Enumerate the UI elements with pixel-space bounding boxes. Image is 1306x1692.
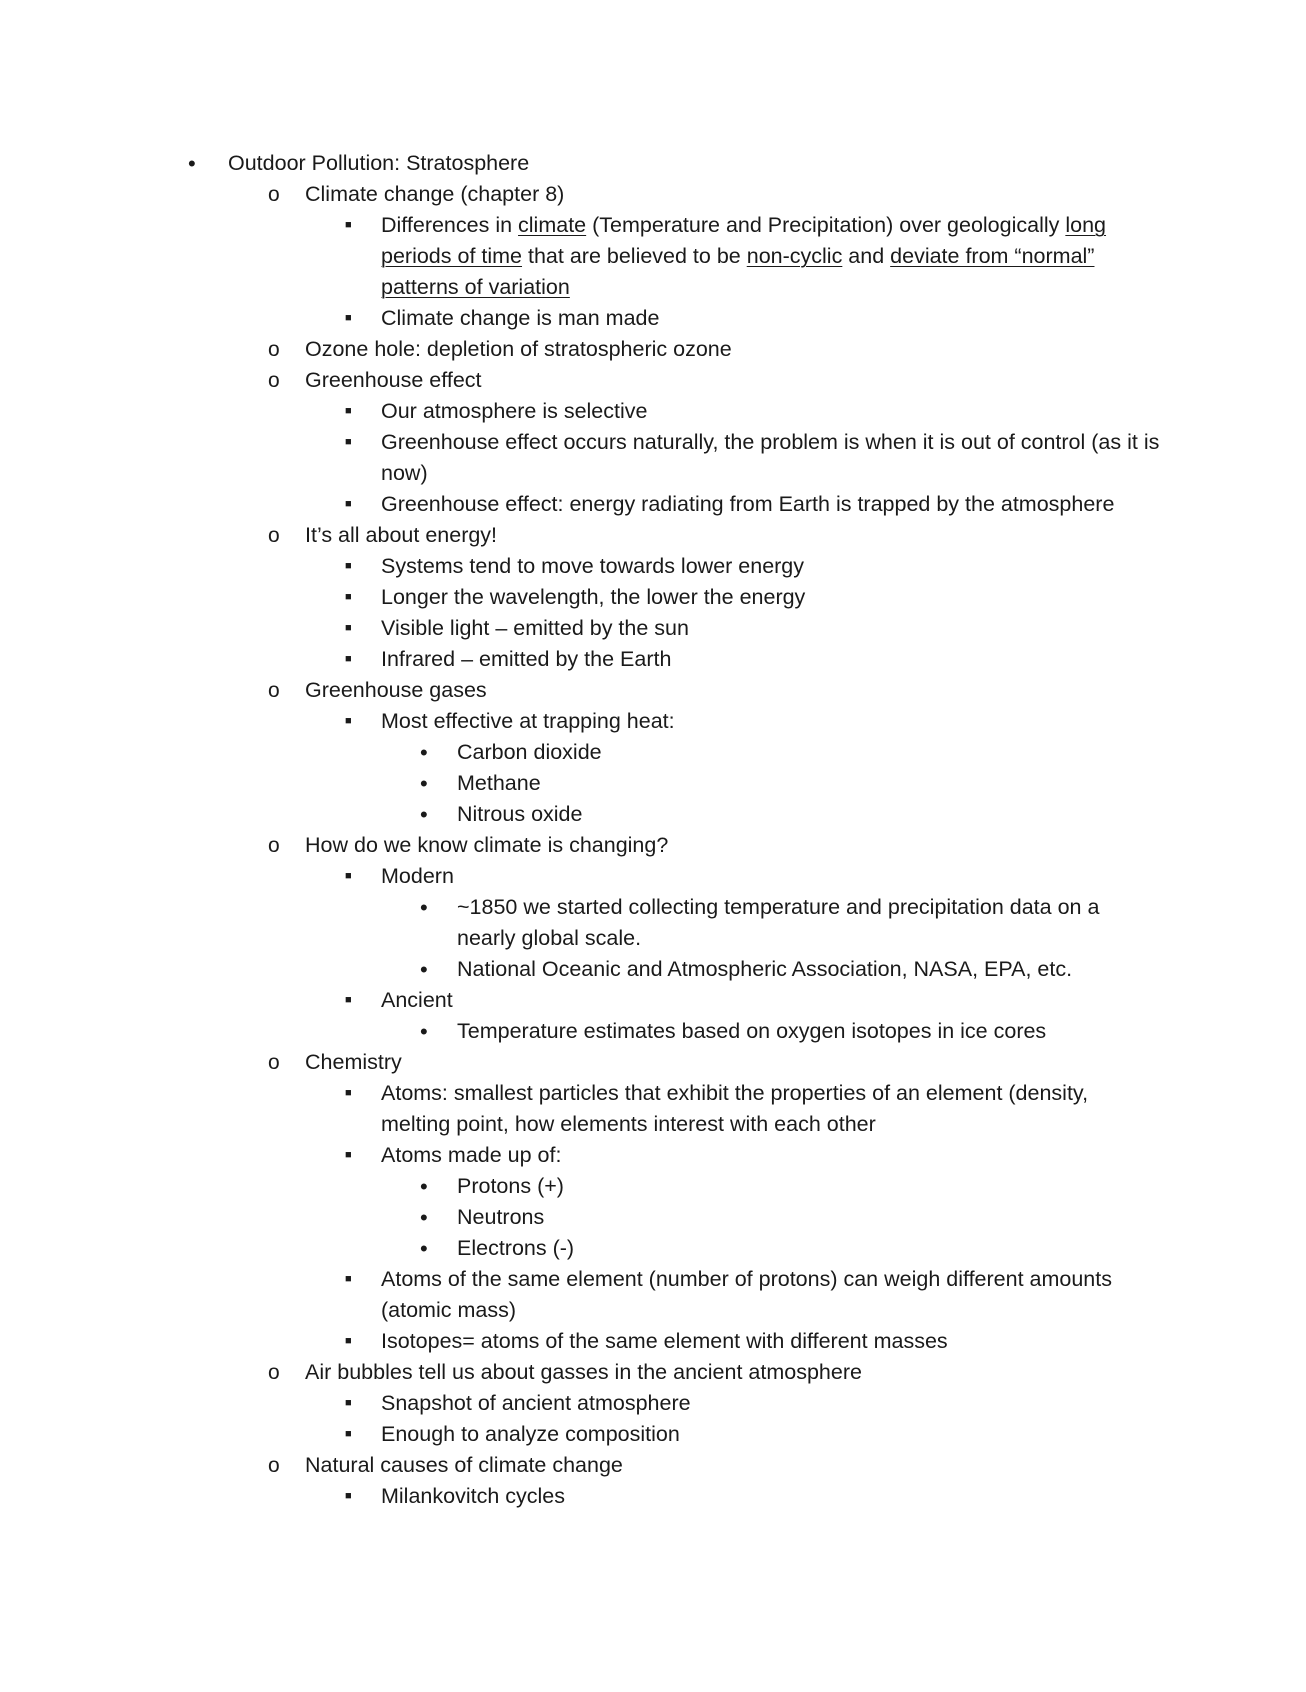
- bullet-marker: •: [420, 802, 428, 827]
- section-heading: [0, 1047, 1306, 1078]
- bullet-marker: ■: [345, 870, 352, 882]
- section-heading: [0, 365, 1306, 396]
- sub-list-item: [0, 768, 1306, 799]
- bullet-marker: o: [268, 1361, 280, 1384]
- item-text: Climate change (chapter 8): [305, 182, 565, 206]
- bullet-marker: •: [420, 1236, 428, 1261]
- bullet-marker: o: [268, 1454, 280, 1477]
- underlined-term: long periods of time: [381, 213, 1107, 268]
- item-text: Chemistry: [305, 1050, 402, 1074]
- section-heading: [0, 179, 1306, 210]
- section-heading: [0, 830, 1306, 861]
- item-text: National Oceanic and Atmospheric Association, NASA, EPA, etc.: [457, 957, 1073, 981]
- bullet-marker: ■: [345, 1149, 352, 1161]
- item-text: Temperature estimates based on oxygen isotopes in ice cores: [457, 1019, 1047, 1043]
- bullet-marker: ■: [345, 1428, 352, 1440]
- sub-list-item: [0, 954, 1306, 985]
- list-item: [0, 1140, 1306, 1171]
- sub-list-item: [0, 799, 1306, 830]
- list-item: [0, 303, 1306, 334]
- list-item: [0, 644, 1306, 675]
- item-text: Isotopes= atoms of the same element with different masses: [381, 1329, 948, 1353]
- section-heading: [0, 1357, 1306, 1388]
- bullet-marker: ■: [345, 498, 352, 510]
- sub-list-item: [0, 892, 1306, 954]
- list-item: [0, 210, 1306, 303]
- item-text: Neutrons: [457, 1205, 545, 1229]
- bullet-marker: ■: [345, 1335, 352, 1347]
- item-text: Enough to analyze composition: [381, 1422, 680, 1446]
- list-item: [0, 1481, 1306, 1512]
- bullet-marker: o: [268, 1051, 280, 1074]
- sub-list-item: [0, 1171, 1306, 1202]
- text-run: Differences in: [381, 213, 519, 237]
- item-text: It’s all about energy!: [305, 523, 498, 547]
- bullet-marker: •: [420, 957, 428, 982]
- item-text: Milankovitch cycles: [381, 1484, 565, 1508]
- item-text: Nitrous oxide: [457, 802, 583, 826]
- sub-list-item: [0, 1233, 1306, 1264]
- item-text: Atoms: smallest particles that exhibit the properties of an element (density, melting point, how elements interest with each other: [381, 1081, 1089, 1136]
- item-text: Climate change is man made: [381, 306, 660, 330]
- bullet-marker: •: [420, 771, 428, 796]
- list-item: [0, 706, 1306, 737]
- sub-list-item: [0, 1016, 1306, 1047]
- bullet-marker: ■: [345, 653, 352, 665]
- bullet-marker: ■: [345, 436, 352, 448]
- bullet-marker: o: [268, 679, 280, 702]
- notes-outline: [0, 148, 1306, 1512]
- underlined-term: deviate from “normal” patterns of variation: [381, 244, 1095, 299]
- item-text: Longer the wavelength, the lower the energy: [381, 585, 806, 609]
- bullet-marker: ■: [345, 994, 352, 1006]
- bullet-marker: •: [188, 151, 196, 176]
- item-text: Modern: [381, 864, 454, 888]
- item-text: ~1850 we started collecting temperature and precipitation data on a nearly global scale.: [457, 895, 1100, 950]
- text-run: (Temperature and Precipitation) over geologically: [586, 213, 1066, 237]
- bullet-marker: o: [268, 369, 280, 392]
- bullet-marker: ■: [345, 405, 352, 417]
- underlined-term: climate: [518, 213, 587, 237]
- bullet-marker: •: [420, 1174, 428, 1199]
- list-item: [0, 1326, 1306, 1357]
- bullet-marker: ■: [345, 1087, 352, 1099]
- item-text: [381, 210, 1161, 303]
- item-text: Carbon dioxide: [457, 740, 602, 764]
- item-text: Ancient: [381, 988, 453, 1012]
- bullet-marker: ■: [345, 1273, 352, 1285]
- list-item: [0, 551, 1306, 582]
- item-text: Outdoor Pollution: Stratosphere: [228, 151, 530, 175]
- list-item: [0, 1419, 1306, 1450]
- bullet-marker: ■: [345, 312, 352, 324]
- item-text: Natural causes of climate change: [305, 1453, 623, 1477]
- item-text: Most effective at trapping heat:: [381, 709, 675, 733]
- bullet-marker: ■: [345, 591, 352, 603]
- bullet-marker: ■: [345, 1490, 352, 1502]
- bullet-marker: o: [268, 834, 280, 857]
- bullet-marker: ■: [345, 560, 352, 572]
- bullet-marker: •: [420, 895, 428, 920]
- bullet-marker: •: [420, 740, 428, 765]
- item-text: Greenhouse effect: [305, 368, 482, 392]
- item-text: Greenhouse effect: energy radiating from Earth is trapped by the atmosphere: [381, 492, 1115, 516]
- item-text: Methane: [457, 771, 541, 795]
- list-item: [0, 427, 1306, 489]
- section-heading: [0, 675, 1306, 706]
- underlined-term: non-cyclic: [746, 244, 843, 268]
- item-text: Atoms made up of:: [381, 1143, 562, 1167]
- sub-list-item: [0, 1202, 1306, 1233]
- list-item: [0, 613, 1306, 644]
- bullet-marker: ■: [345, 219, 352, 231]
- list-item: [0, 489, 1306, 520]
- section-heading: [0, 1450, 1306, 1481]
- bullet-marker: •: [420, 1205, 428, 1230]
- bullet-marker: o: [268, 183, 280, 206]
- item-text: Atoms of the same element (number of protons) can weigh different amounts (atomic mass): [381, 1267, 1112, 1322]
- bullet-marker: o: [268, 524, 280, 547]
- bullet-marker: ■: [345, 715, 352, 727]
- list-item: [0, 1078, 1306, 1140]
- item-text: Snapshot of ancient atmosphere: [381, 1391, 691, 1415]
- item-text: Greenhouse gases: [305, 678, 487, 702]
- item-text: Protons (+): [457, 1174, 564, 1198]
- text-run: that are believed to be: [522, 244, 747, 268]
- list-item: [0, 396, 1306, 427]
- list-item: [0, 861, 1306, 892]
- bullet-marker: ■: [345, 622, 352, 634]
- outline-title: [0, 148, 1306, 179]
- sub-list-item: [0, 737, 1306, 768]
- section-heading: [0, 334, 1306, 365]
- list-item: [0, 985, 1306, 1016]
- section-heading: [0, 520, 1306, 551]
- bullet-marker: o: [268, 338, 280, 361]
- item-text: Visible light – emitted by the sun: [381, 616, 689, 640]
- list-item: [0, 1388, 1306, 1419]
- list-item: [0, 582, 1306, 613]
- item-text: Infrared – emitted by the Earth: [381, 647, 672, 671]
- list-item: [0, 1264, 1306, 1326]
- bullet-marker: ■: [345, 1397, 352, 1409]
- bullet-marker: •: [420, 1019, 428, 1044]
- item-text: Systems tend to move towards lower energy: [381, 554, 805, 578]
- item-text: Our atmosphere is selective: [381, 399, 648, 423]
- item-text: Air bubbles tell us about gasses in the ancient atmosphere: [305, 1360, 862, 1384]
- item-text: Ozone hole: depletion of stratospheric ozone: [305, 337, 732, 361]
- item-text: Electrons (-): [457, 1236, 575, 1260]
- text-run: and: [842, 244, 891, 268]
- item-text: How do we know climate is changing?: [305, 833, 669, 857]
- item-text: Greenhouse effect occurs naturally, the problem is when it is out of control (as it is now): [381, 430, 1160, 485]
